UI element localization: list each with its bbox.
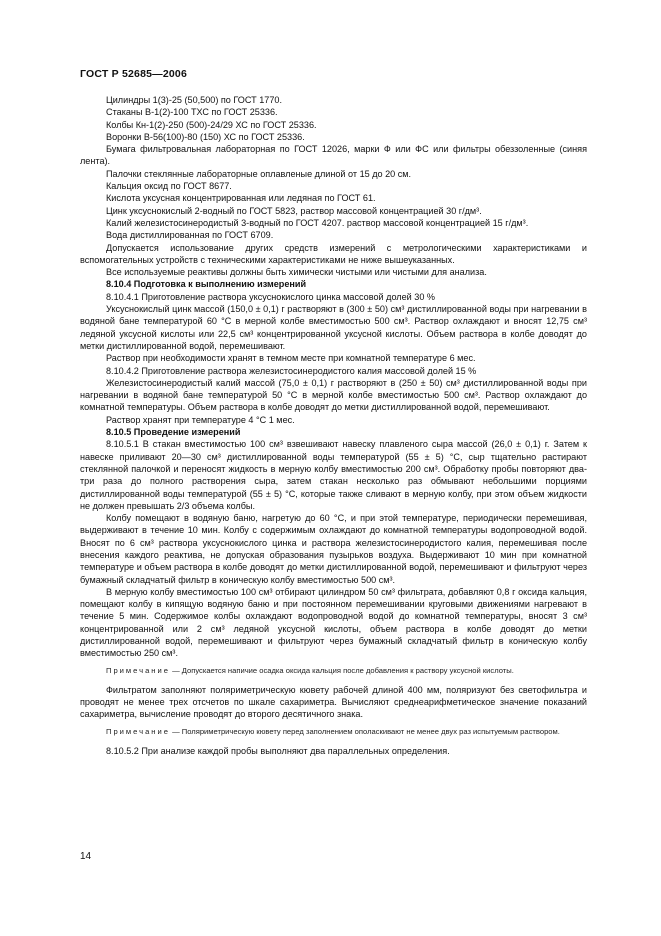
paragraph: Колбы Кн-1(2)-250 (500)-24/29 ХС по ГОСТ 25336.: [106, 119, 317, 130]
paragraph: 8.10.5.2 При анализе каждой пробы выполняют два параллельных определения.: [106, 745, 450, 756]
paragraph: Кислота уксусная концентрированная или ледяная по ГОСТ 61.: [106, 193, 376, 204]
note-label: Примечание: [106, 665, 170, 675]
paragraph: Бумага фильтровальная лабораторная по ГОСТ 12026, марки Ф или ФС или фильтры обеззоленные (синяя лента).: [80, 144, 587, 167]
section-heading: 8.10.4 Подготовка к выполнению измерений: [106, 279, 307, 290]
paragraph: 8.10.4.1 Приготовление раствора уксуснокислого цинка массовой долей 30 %: [106, 291, 435, 302]
paragraph: Вода дистиллированная по ГОСТ 6709.: [106, 230, 274, 241]
note: [80, 726, 587, 737]
paragraph: Допускается использование других средств измерений с метрологическими характеристиками и вспомогательных устройств с техническими характеристиками не ниже вышеуказанных.: [80, 242, 587, 265]
paragraph: В мерную колбу вместимостью 100 см³ отбирают цилиндром 50 см³ фильтрата, добавляют 0,8 г оксида кальция, помещают колбу в кипящую водяную баню и при постоянном перемешивании круговыми движениями нагревают в течение 5 мин. Содержимое колбы охлаждают водопроводной водой до комнатной температуры, вносят 3 см³ концентрированной или 2 см³ ледяной уксусной кислоты, объем раствора в колбе доводят до метки дистиллированной водой, перемешивают и фильтруют через бумажный складчатый фильтр в коническую колбу вместимостью 250 см³.: [80, 586, 587, 659]
document-body: [80, 94, 587, 757]
paragraph: Фильтратом заполняют поляриметрическую кювету рабочей длиной 400 мм, поляризуют без светофильтра и проводят не менее трех отсчетов по шкале сахариметра. Вычисляют среднеарифметическое значение показаний сахариметра, вычисление проводят до второго десятичного знака.: [80, 684, 587, 720]
paragraph: 8.10.5.1 В стакан вместимостью 100 см³ взвешивают навеску плавленого сыра массой (26,0 ± 0,1) г. Затем к навеске приливают 20—30 см³ дистиллированной воды температурой (55 ± 5) °С, сыр тщательно растирают стеклянной палочкой и переносят жидкость в мерную колбу вместимостью 200 см³. Обработку пробы повторяют два-три раза до полного растворения сыра, затем стакан несколько раз обмывают небольшими порциями дистиллированной воды температурой (55 ± 5) °С, которые также сливают в мерную колбу, при этом объем жидкости не должен превышать 2/3 объема колбы.: [80, 439, 587, 511]
note-text: — Допускается напичие осадка оксида кальция после добавления к раствору уксусной кислоты.: [169, 665, 514, 675]
paragraph: Палочки стеклянные лабораторные оплавленые длиной от 15 до 20 см.: [106, 168, 412, 179]
paragraph: 8.10.4.2 Приготовление раствора железистосинеродистого калия массовой долей 15 %: [106, 365, 477, 376]
note-text: — Поляриметрическую кювету перед заполнением ополаскивают не менее двух раз испытуемым раствором.: [169, 726, 560, 736]
note: [80, 665, 587, 676]
paragraph: Калий железистосинеродистый 3-водный по ГОСТ 4207. раствор массовой концентрацией 15 г/дм³.: [106, 217, 529, 228]
paragraph: Уксуснокислый цинк массой (150,0 ± 0,1) г растворяют в (300 ± 50) см³ дистиллированной воды при нагревании в водяной бане температурой 60 °С в мерной колбе вместимостью 500 см³. Раствор охлаждают и вносят 12,75 см³ ледяной уксусной кислоты или 22,5 см³ концентрированной уксусной кислоты. Объем раствора в колбе доводят до метки дистиллированной водой, перемешивают.: [80, 304, 587, 351]
standard-header: ГОСТ Р 52685—2006: [80, 68, 188, 80]
paragraph: Раствор при необходимости хранят в темном месте при комнатной температуре 6 мес.: [106, 353, 476, 364]
paragraph: Все используемые реактивы должны быть химически чистыми или чистыми для анализа.: [106, 267, 487, 278]
paragraph: Цинк уксуснокислый 2-водный по ГОСТ 5823, раствор массовой концентрацией 30 г/дм³.: [106, 205, 482, 216]
paragraph: Кальция оксид по ГОСТ 8677.: [106, 181, 232, 192]
paragraph: Раствор хранят при температуре 4 °С 1 мес.: [106, 414, 295, 425]
section-heading: 8.10.5 Проведение измерений: [106, 427, 241, 438]
paragraph: Цилиндры 1(3)-25 (50,500) по ГОСТ 1770.: [106, 95, 282, 105]
paragraph: Железистосинеродистый калий массой (75,0 ± 0,1) г растворяют в (250 ± 50) см³ дистиллированной воды при нагревании в водяной бане температурой 50 °С в мерной колбе вместимостью 500 см³. Раствор охлаждают до комнатной температуры. Объем раствора в колбе доводят до метки дистиллированной водой, перемешивают.: [80, 377, 587, 413]
note-label: Примечание: [106, 726, 170, 736]
paragraph: Воронки В-56(100)-80 (150) ХС по ГОСТ 25336.: [106, 131, 305, 142]
paragraph: Колбу помещают в водяную баню, нагретую до 60 °С, и при этой температуре, периодически перемешивая, выдерживают в течение 10 мин. Колбу с содержимым охлаждают до комнатной температуры водопроводной водой. Вносят по 6 см³ раствора уксуснокислого цинка и раствора железистосинеродистого калия, перемешивая после внесения каждого реактива, не допуская образования пузырьков воздуха. Выдерживают 10 мин при комнатной температуре и объем раствора в колбе доводят до метки дистиллированной водой, перемешивают и фильтруют через бумажный складчатый фильтр в коническую колбу вместимостью 500 см³.: [80, 513, 587, 585]
paragraph: Стаканы В-1(2)-100 ТХС по ГОСТ 25336.: [106, 107, 278, 118]
page-number: 14: [80, 851, 92, 862]
